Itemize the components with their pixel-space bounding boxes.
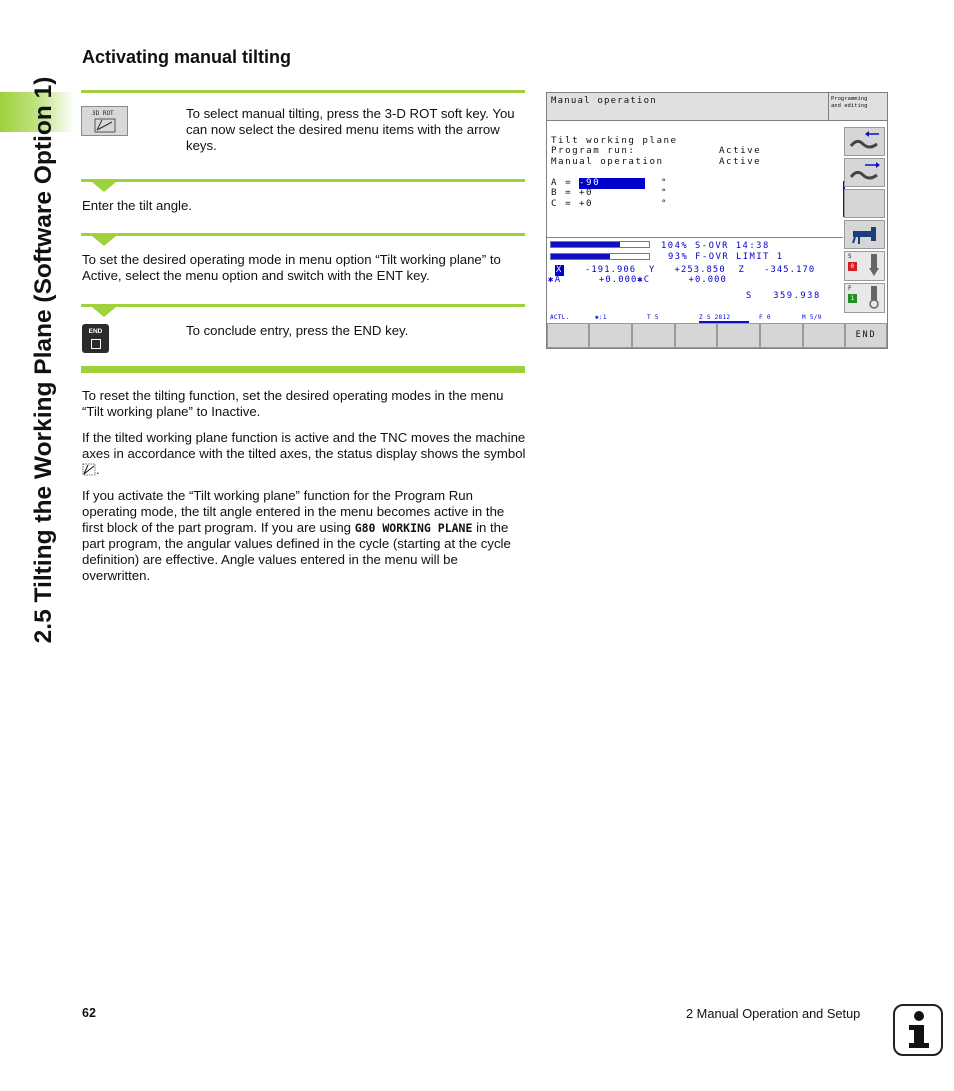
status-m: M 5/9 [802,314,822,321]
side-s-label: S [848,253,852,260]
degree-unit: ° [661,187,669,198]
mode-line-2: and editing [831,103,868,109]
paragraph-text-end: in the part program, the angular values defined in the cycle (starting at the cycle definition) are effective. Angle values entered in the menu will be overwritten. [82,520,511,583]
side-spindle-status [844,251,885,281]
step-2-text: Enter the tilt angle. [82,198,192,213]
menu-row-2-label[interactable]: Manual operation [551,156,664,167]
paragraph-status-symbol [82,430,527,478]
tilt-plane-icon [94,118,118,134]
axis-x-label: X [556,265,563,275]
tilt-status-symbol-icon [82,463,96,476]
info-icon [893,1004,943,1056]
info-glyph-icon [895,1006,941,1054]
arrow-left-icon [845,128,884,155]
status-actl: ACTL. [550,314,570,321]
screen-title: Manual operation [551,96,657,106]
status-tool: T 5 [647,314,659,321]
menu-row-2-value[interactable]: Active [719,156,762,167]
softkey-3[interactable] [632,323,675,348]
soft-key-3d-rot[interactable] [81,106,128,136]
softkey-4[interactable] [675,323,717,348]
chapter-footer: 2 Manual Operation and Setup [686,1006,861,1021]
section-end-bar [81,366,525,373]
paragraph-text-end: . [96,462,100,477]
menu-row-1-label[interactable]: Program run: [551,145,636,156]
angle-c-label: C = [551,198,573,209]
divider-bar [81,233,525,236]
status-z: Z S 2812 [699,314,749,323]
angle-c-input[interactable]: +0 [579,198,594,209]
section-heading: Activating manual tilting [82,47,292,67]
side-feed-status [844,283,885,313]
angle-a-label: A = [551,177,573,188]
softkey-2[interactable] [589,323,632,348]
step-4-text: To conclude entry, press the END key. [186,323,409,338]
soft-key-label: 3D ROT [92,110,114,117]
step-3-text: To set the desired operating mode in menu option “Tilt working plane” to Active, select the menu option and switch with the ENT key. [82,252,501,283]
angle-b-label: B = [551,187,573,198]
screen-title-bar [547,93,828,121]
paragraph-text: If the tilted working plane function is active and the TNC moves the machine axes in accordance with the tilted axes, the status display shows the symbol [82,430,526,461]
softkey-7[interactable] [803,323,845,348]
status-feed: F 0 [759,314,771,321]
status-tilt: ✱:1 [595,314,607,321]
angle-a-input[interactable]: -90 [579,178,645,189]
softkey-coolant[interactable] [844,220,885,249]
step-1-text: To select manual tilting, press the 3-D ROT soft key. You can now select the desired menu items with the arrow keys. [186,106,515,153]
angle-b-input[interactable]: +0 [579,187,594,198]
side-f-label: F [848,285,852,292]
softkey-arrow-left[interactable] [844,127,885,156]
step-arrow-icon [92,236,116,246]
divider-bar [81,90,525,93]
code-g80: G80 WORKING PLANE [354,521,473,535]
status-display [547,237,843,324]
spindle-readout: S 359.938 [746,291,821,301]
menu-title: Tilt working plane [551,135,678,146]
axis-a-label: ✱A [548,275,562,285]
divider-bar [81,304,525,307]
softkey-blank[interactable] [844,189,885,218]
paragraph-text: If you activate the “Tilt working plane” function for the Program Run operating mode, the tilt angle entered in the menu becomes active in the first block of the part program. If you are using [82,488,505,535]
step-arrow-icon [92,307,116,317]
position-line-1: -191.906 Y +253.850 Z -345.170 [585,265,816,275]
arrow-right-icon [845,159,884,186]
softkey-1[interactable] [547,323,589,348]
page-number: 62 [82,1006,96,1020]
paragraph-reset: To reset the tilting function, set the desired operating modes in the menu “Tilt working plane” to Inactive. [82,388,504,419]
side-s-value: 0 [848,262,857,271]
spindle-icon [867,254,881,278]
degree-unit: ° [661,198,669,209]
step-arrow-icon [92,182,116,192]
tnc-screenshot [546,92,888,349]
softkey-5[interactable] [717,323,760,348]
end-key-label: END [88,328,103,335]
divider-bar [81,179,525,182]
side-title-text: 2.5 Tilting the Working Plane (Software Option 1) [30,76,57,644]
feed-icon [867,286,881,310]
position-line-2: +0.000✱C +0.000 [599,275,727,285]
horizontal-softkeys [547,323,887,348]
menu-row-1-value[interactable]: Active [719,145,762,156]
spindle-coolant-icon [845,221,884,248]
end-key[interactable] [82,324,109,353]
spindle-override-bar [550,241,650,248]
softkey-arrow-right[interactable] [844,158,885,187]
f-ovr-readout: 93% F-OVR LIMIT 1 [668,252,784,262]
mode-line-1: Programming [831,96,868,102]
vertical-softkeys [843,123,887,323]
end-key-square-icon [91,339,101,349]
degree-unit: ° [661,177,669,188]
screen-mode-box [828,93,887,121]
feed-override-bar [550,253,650,260]
softkey-end[interactable]: END [845,323,887,348]
paragraph-program-run [82,488,527,584]
s-ovr-readout: 104% S-OVR 14:38 [661,241,770,251]
softkey-6[interactable] [760,323,803,348]
side-f-value: 1 [848,294,857,303]
